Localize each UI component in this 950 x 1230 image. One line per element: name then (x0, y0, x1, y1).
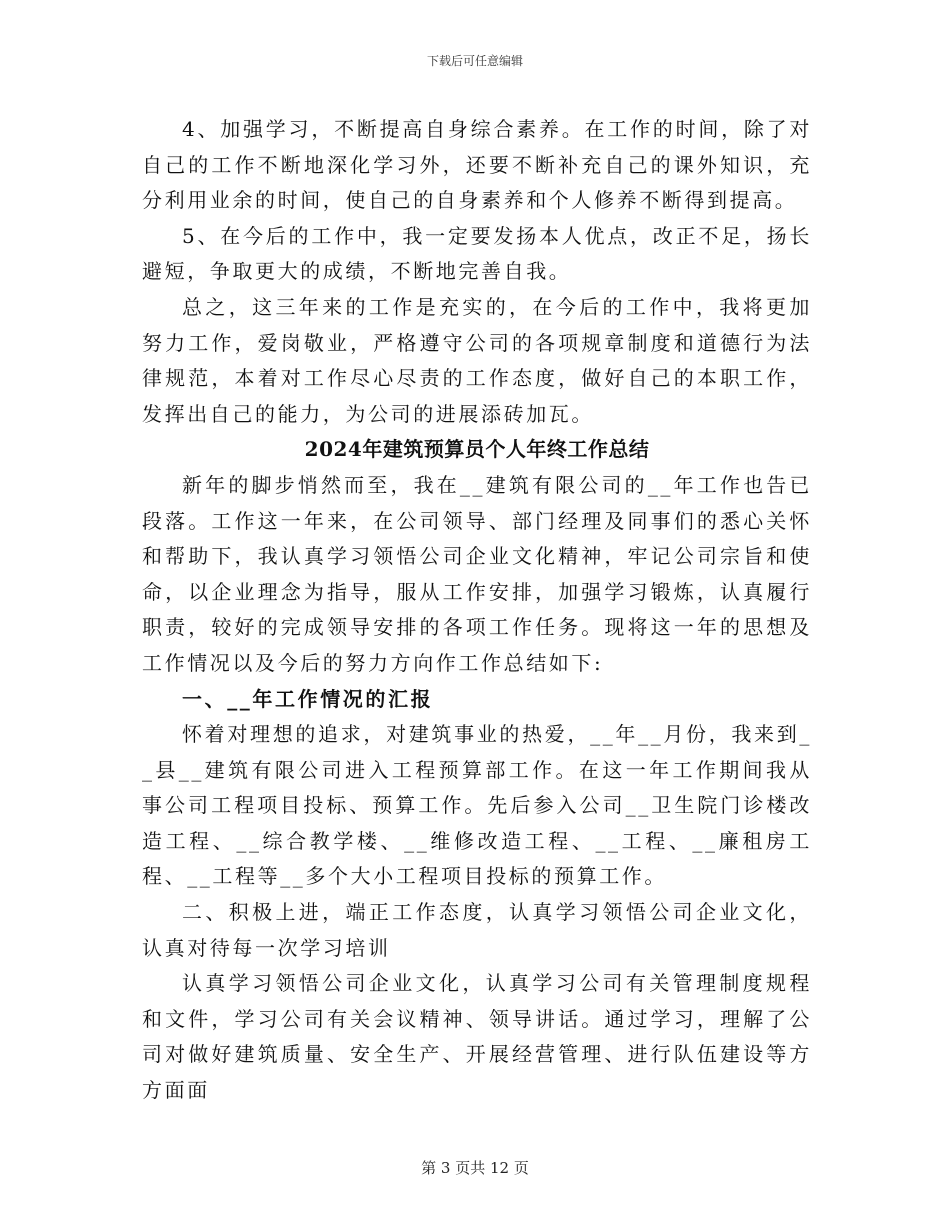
page-header: 下载后可任意编辑 (426, 54, 523, 68)
paragraph-intro: 新年的脚步悄然而至，我在__建筑有限公司的__年工作也告已段落。工作这一年来，在公司领导、部门经理及同事们的悉心关怀和帮助下，我认真学习领悟公司企业文化精神，牢记公司宗旨和使命，以企业理念为指导，服从工作安排，加强学习锻炼，认真履行职责，较好的完成领导安排的各项工作任务。现将这一年的思想及工作情况以及今后的努力方向作工作总结如下: (142, 472, 812, 675)
page-footer: 第 3 页共 12 页 (421, 1159, 529, 1177)
document-title: 2024年建筑预算员个人年终工作总结 (304, 437, 650, 462)
paragraph-item-5: 5、在今后的工作中，我一定要发扬本人优点，改正不足，扬长避短，争取更大的成绩，不断地完善自我。 (142, 223, 812, 284)
section-heading-1: 一、__年工作情况的汇报 (182, 686, 434, 711)
paragraph-section-2: 认真学习领悟公司企业文化，认真学习公司有关管理制度规程和文件，学习公司有关会议精神、领导讲话。通过学习，理解了公司对做好建筑质量、安全生产、开展经营管理、进行队伍建设等方方面面 (142, 971, 812, 1103)
paragraph-summary: 总之，这三年来的工作是充实的，在今后的工作中，我将更加努力工作，爱岗敬业，严格遵守公司的各项规章制度和道德行为法律规范，本着对工作尽心尽责的工作态度，做好自己的本职工作，发挥出自己的能力，为公司的进展添砖加瓦。 (142, 294, 812, 426)
paragraph-section-1: 怀着对理想的追求，对建筑事业的热爱，__年__月份，我来到__县__建筑有限公司进入工程预算部工作。在这一年工作期间我从事公司工程项目投标、预算工作。先后参入公司__卫生院门诊楼改造工程、__综合教学楼、__维修改造工程、__工程、__廉租房工程、__工程等__多个大小工程项目投标的预算工作。 (142, 722, 812, 889)
document-body (142, 112, 812, 1109)
paragraph-item-4: 4、加强学习，不断提高自身综合素养。在工作的时间，除了对自己的工作不断地深化学习外，还要不断补充自己的课外知识，充分利用业余的时间，使自己的自身素养和个人修养不断得到提高。 (142, 117, 812, 213)
section-heading-2: 二、积极上进，端正工作态度，认真学习领悟公司企业文化，认真对待每一次学习培训 (142, 900, 812, 960)
